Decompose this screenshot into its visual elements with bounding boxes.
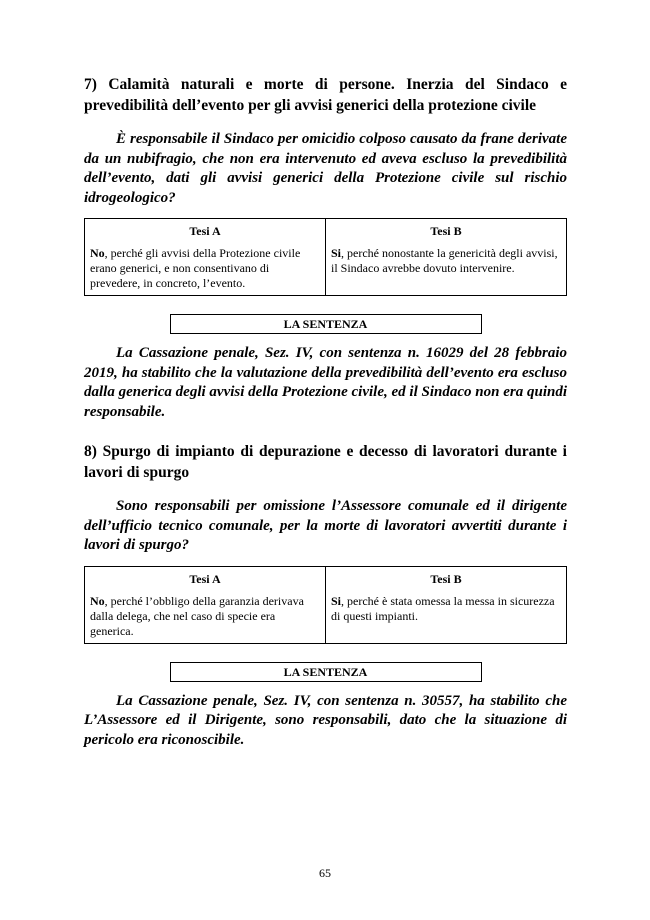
section-7-question: È responsabile il Sindaco per omicidio colposo causato da frane derivate da un nubifragio, che non era intervenuto ed aveva escluso la prevedibilità dell’evento, dati gli avvisi generici della Protezione civile sul rischio idrogeologico?: [84, 131, 567, 206]
section-8-thesis-table: [84, 566, 567, 644]
thesis-a-lead: No: [90, 246, 105, 260]
thesis-b-text: , perché è stata omessa la messa in sicurezza di questi impianti.: [331, 593, 555, 623]
section-7-thesis-table: [84, 218, 567, 296]
thesis-a-cell: [85, 242, 326, 296]
page-number: 65: [319, 866, 331, 880]
section-8-sentence-label: LA SENTENZA: [170, 662, 482, 682]
thesis-b-cell: [326, 590, 567, 644]
thesis-b-text: , perché nonostante la genericità degli avvisi, il Sindaco avrebbe dovuto intervenire.: [331, 246, 558, 275]
section-7-sentence-label: LA SENTENZA: [170, 314, 482, 334]
thesis-a-lead: No: [90, 593, 105, 608]
section-8-verdict: La Cassazione penale, Sez. IV, con sentenza n. 30557, ha stabilito che L’Assessore ed il Dirigente, sono responsabili, dato che la situazione di pericolo era riconoscibile.: [84, 692, 567, 748]
thesis-a-cell: [85, 590, 326, 644]
thesis-b-title: Tesi B: [326, 219, 567, 243]
page-content: [84, 74, 567, 750]
thesis-a-title: Tesi A: [85, 566, 326, 590]
section-7-verdict: La Cassazione penale, Sez. IV, con sentenza n. 16029 del 28 febbraio 2019, ha stabilito che la valutazione della prevedibilità dell’evento era escluso dalla generica degli avvisi della Protezione civile, ed il Sindaco non era quindi responsabile.: [84, 345, 567, 420]
section-7-heading: 7) Calamità naturali e morte di persone. Inerzia del Sindaco e prevedibilità dell’evento per gli avvisi generici della protezione civile: [84, 76, 567, 114]
thesis-a-title: Tesi A: [85, 219, 326, 243]
thesis-b-cell: [326, 242, 567, 296]
section-8-heading: 8) Spurgo di impianto di depurazione e decesso di lavoratori durante i lavori di spurgo: [84, 443, 567, 481]
thesis-a-text: , perché l’obbligo della garanzia derivava dalla delega, che nel caso di specie era generica.: [90, 593, 304, 638]
section-8-question: Sono responsabili per omissione l’Assessore comunale ed il dirigente dell’ufficio tecnico comunale, per la morte di lavoratori avvertiti durante i lavori di spurgo?: [84, 498, 567, 553]
thesis-b-lead: Si: [331, 246, 342, 260]
thesis-b-title: Tesi B: [326, 566, 567, 590]
thesis-b-lead: Si: [331, 593, 342, 608]
thesis-a-text: , perché gli avvisi della Protezione civile erano generici, e non consentivano di prevedere, in concreto, l’evento.: [90, 246, 301, 290]
